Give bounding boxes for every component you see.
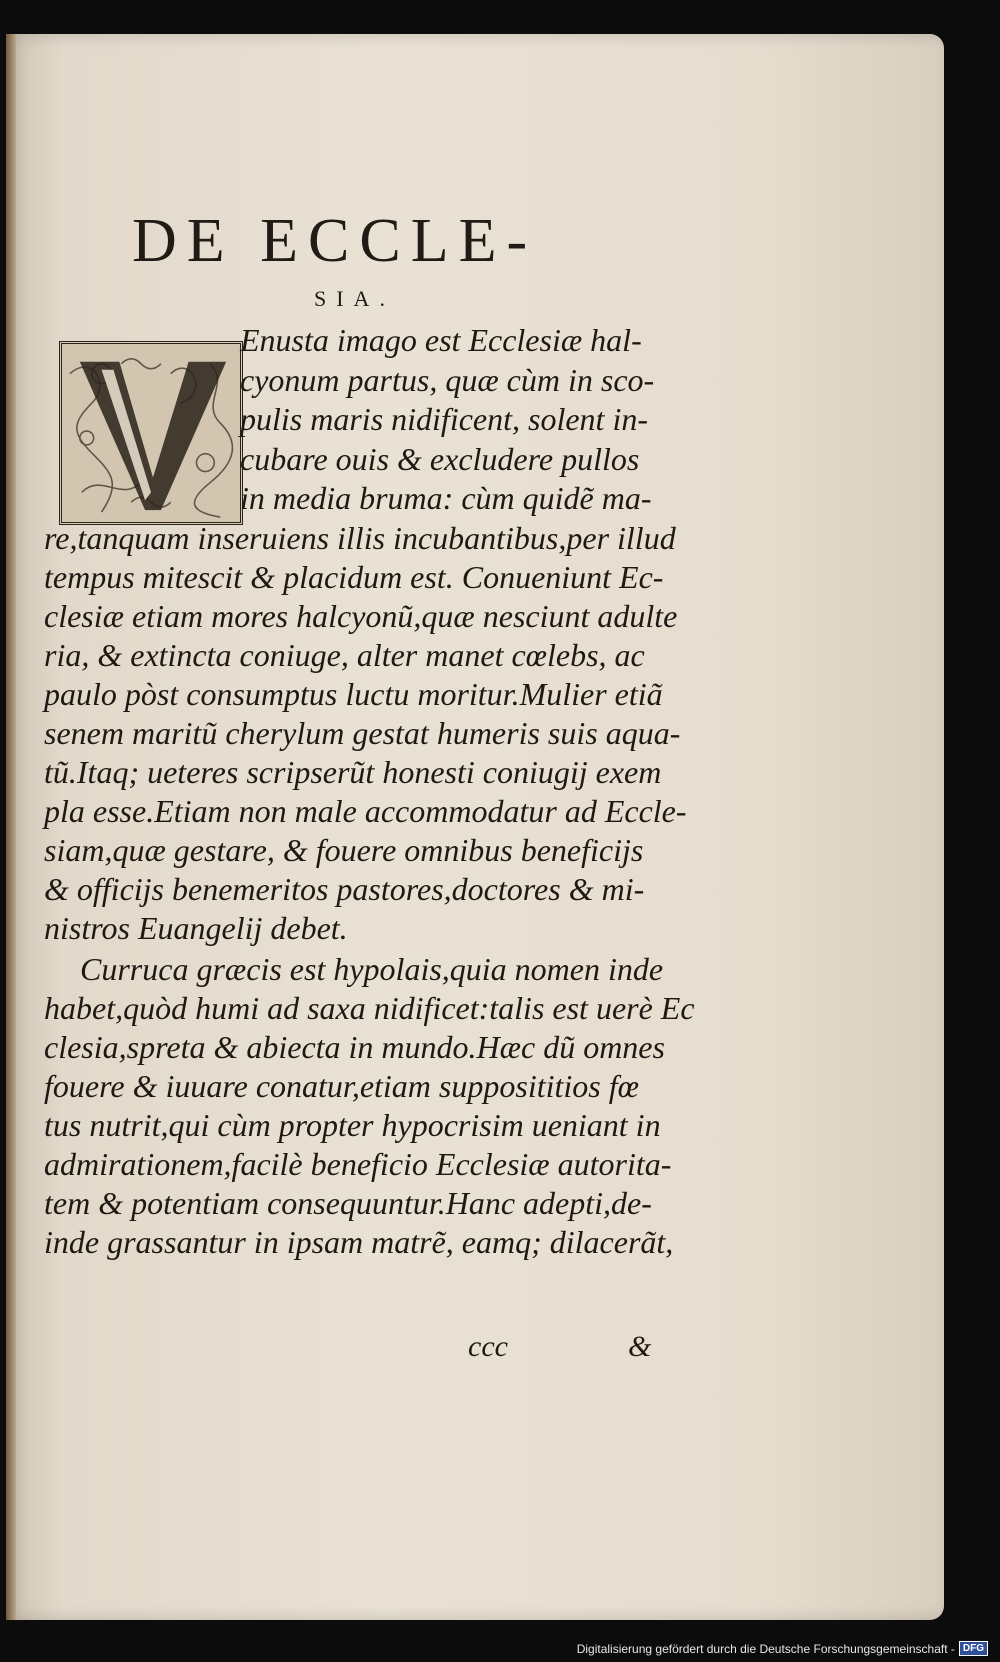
text-line: in media bruma: cùm quidẽ ma- [240,480,652,516]
signature-mark: ccc [468,1330,508,1363]
text-line: fouere & iuuare conatur,etiam supposititios fœ [44,1068,639,1104]
text-line: pulis maris nidificent, solent in- [240,401,648,437]
text-line: & officijs benemeritos pastores,doctores & mi- [44,871,645,907]
text-line: clesiæ etiam mores halcyonũ,quæ nesciunt adulte [44,598,678,634]
text-line: Curruca græcis est hypolais,quia nomen inde [80,951,664,987]
text-line: tempus mitescit & placidum est. Conueniunt Ec- [44,559,664,595]
text-line: siam,quæ gestare, & fouere omnibus beneficijs [44,832,644,868]
ornamental-initial-v-icon [62,344,240,522]
chapter-heading-continuation: SIA. [314,286,395,311]
dfg-logo-badge: DFG [959,1641,988,1656]
text-line: paulo pòst consumptus luctu moritur.Mulier etiã [44,676,663,712]
text-line: clesia,spreta & abiecta in mundo.Hæc dũ omnes [44,1029,665,1065]
decorated-initial-letter [59,341,243,525]
text-line: tem & potentiam consequuntur.Hanc adepti,de- [44,1185,652,1221]
text-line: re,tanquam inseruiens illis incubantibus,per illud [44,520,676,556]
text-line: nistros Euangelij debet. [44,910,348,946]
text-line: cubare ouis & excludere pullos [240,441,640,477]
text-line: senem maritũ cherylum gestat humeris suis aqua- [44,715,681,751]
footer-credit-text: Digitalisierung gefördert durch die Deutsche Forschungsgemeinschaft - [576,1641,955,1656]
book-page [6,34,944,1620]
text-line: tus nutrit,qui cùm propter hypocrisim ueniant in [44,1107,661,1143]
text-line: ria, & extincta coniuge, alter manet cœlebs, ac [44,637,645,673]
text-line: Enusta imago est Ecclesiæ hal- [240,322,642,358]
book-spine-edge [6,34,16,1620]
text-line: habet,quòd humi ad saxa nidificet:talis est uerè Ec [44,990,695,1026]
text-line: cyonum partus, quæ cùm in sco- [240,362,655,398]
digitization-footer [577,1641,988,1656]
catchword: & [628,1330,652,1363]
chapter-heading: DE ECCLE- [132,207,538,275]
text-line: inde grassantur in ipsam matrẽ, eamq; dilacerãt, [44,1224,674,1260]
text-line: pla esse.Etiam non male accommodatur ad Eccle- [44,793,687,829]
text-line: tũ.Itaq; ueteres scripserũt honesti coniugij exem [44,754,662,790]
text-line: admirationem,facilè beneficio Ecclesiæ autorita- [44,1146,672,1182]
